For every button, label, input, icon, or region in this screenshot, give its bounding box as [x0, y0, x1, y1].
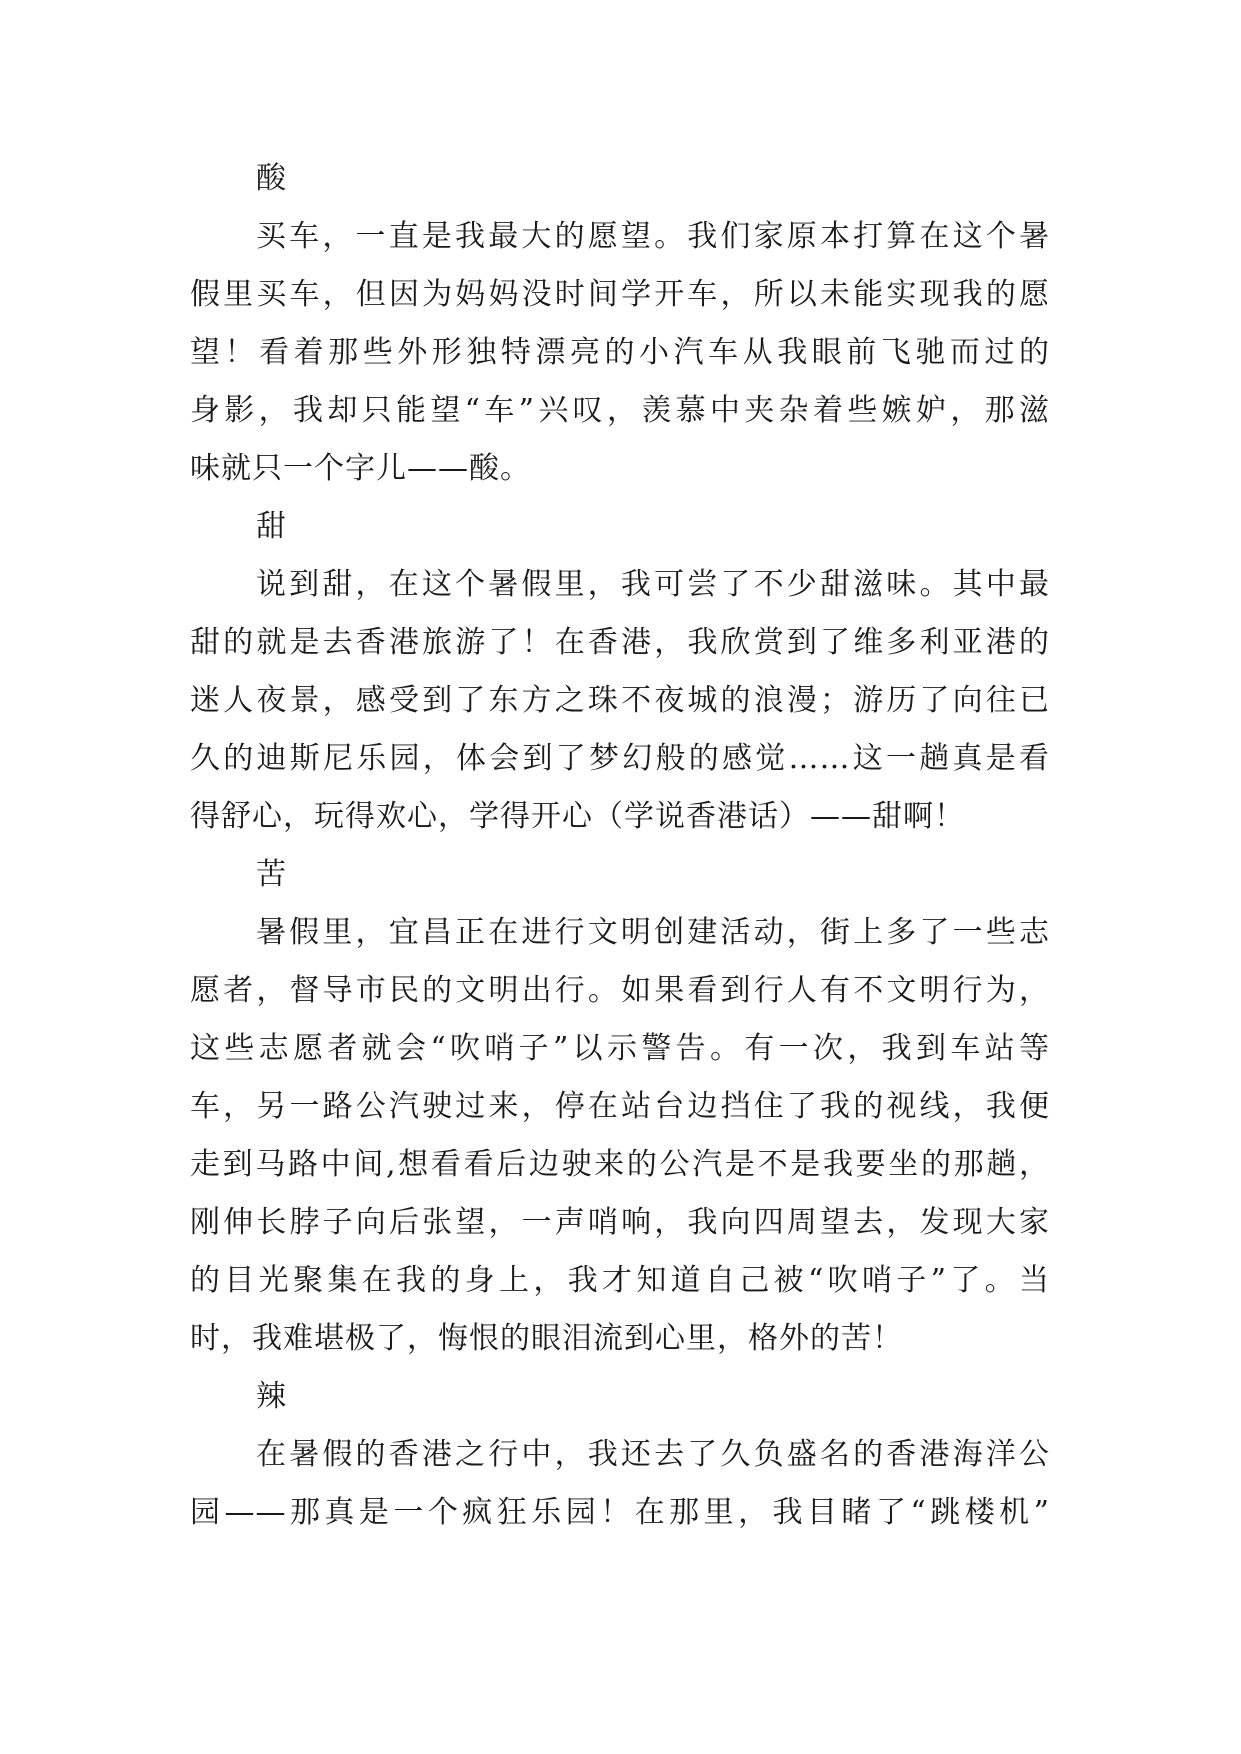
paragraph-line: 这些志愿者就会“吹哨子”以示警告。有一次，我到车站等 [190, 1031, 1050, 1066]
paragraph-line: 走到马路中间,想看看后边驶来的公汽是不是我要坐的那趟， [190, 1147, 1050, 1182]
paragraph-line: 园——那真是一个疯狂乐园！在那里，我目睹了“跳楼机” [190, 1495, 1050, 1530]
section-heading-bitter: 苦 [256, 857, 286, 892]
paragraph-line: 暑假里，宜昌正在进行文明创建活动，街上多了一些志 [256, 915, 1050, 950]
paragraph-line: 时，我难堪极了，悔恨的眼泪流到心里，格外的苦！ [190, 1321, 903, 1356]
paragraph-line: 的目光聚集在我的身上，我才知道自己被“吹哨子”了。当 [190, 1263, 1050, 1298]
paragraph-line: 望！看着那些外形独特漂亮的小汽车从我眼前飞驰而过的 [190, 335, 1050, 370]
section-heading-spicy: 辣 [256, 1379, 286, 1414]
document-body [190, 150, 1050, 1542]
paragraph-line: 在暑假的香港之行中，我还去了久负盛名的香港海洋公 [256, 1437, 1050, 1472]
paragraph-line: 愿者，督导市民的文明出行。如果看到行人有不文明行为， [190, 973, 1050, 1008]
paragraph-line: 买车，一直是我最大的愿望。我们家原本打算在这个暑 [256, 219, 1050, 254]
paragraph-line: 迷人夜景，感受到了东方之珠不夜城的浪漫；游历了向往已 [190, 683, 1050, 718]
paragraph-line: 车，另一路公汽驶过来，停在站台边挡住了我的视线，我便 [190, 1089, 1050, 1124]
section-heading-sweet: 甜 [256, 509, 286, 544]
paragraph-line: 身影，我却只能望“车”兴叹，羡慕中夹杂着些嫉妒，那滋 [190, 393, 1050, 428]
paragraph-line: 假里买车，但因为妈妈没时间学开车，所以未能实现我的愿 [190, 277, 1050, 312]
paragraph-line: 说到甜，在这个暑假里，我可尝了不少甜滋味。其中最 [256, 567, 1050, 602]
paragraph-line: 味就只一个字儿——酸。 [190, 451, 531, 486]
paragraph-line: 得舒心，玩得欢心，学得开心（学说香港话）——甜啊！ [190, 799, 965, 834]
section-heading-sour: 酸 [256, 161, 286, 196]
paragraph-line: 刚伸长脖子向后张望，一声哨响，我向四周望去，发现大家 [190, 1205, 1050, 1240]
paragraph-line: 甜的就是去香港旅游了！在香港，我欣赏到了维多利亚港的 [190, 625, 1050, 660]
paragraph-line: 久的迪斯尼乐园，体会到了梦幻般的感觉……这一趟真是看 [190, 741, 1050, 776]
